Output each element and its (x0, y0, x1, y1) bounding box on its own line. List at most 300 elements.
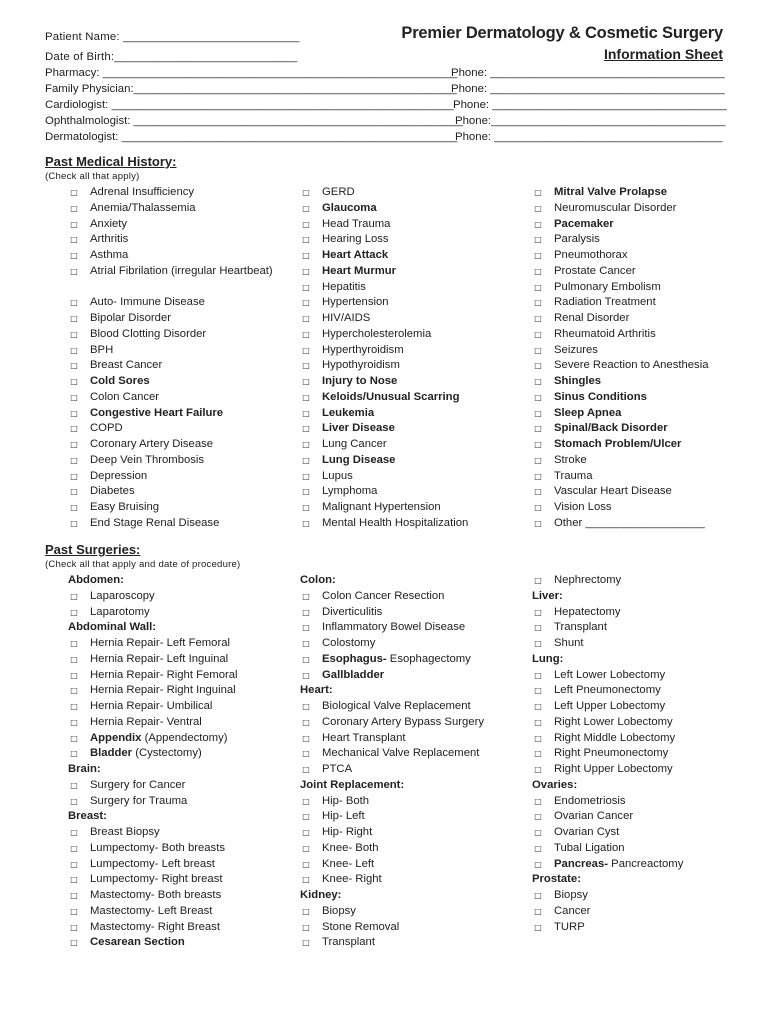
checklist-item-label: Mastectomy- Right Breast (90, 920, 220, 933)
checklist-item[interactable] (300, 699, 525, 715)
checklist-item-label: Lumpectomy- Right breast (90, 873, 223, 886)
checklist-item[interactable] (532, 217, 757, 233)
checklist-item[interactable] (68, 484, 293, 500)
checkbox-icon[interactable]: □ (70, 639, 78, 648)
checkbox-icon[interactable]: □ (70, 266, 78, 276)
checklist-item[interactable] (68, 888, 293, 904)
checklist-item[interactable] (68, 469, 293, 485)
checklist-item[interactable] (300, 920, 525, 936)
checkbox-icon[interactable]: □ (302, 408, 310, 418)
group-heading-joint-replacement: Joint Replacement: (300, 778, 405, 791)
checklist-item[interactable] (300, 715, 525, 731)
checkbox-icon[interactable]: □ (70, 329, 78, 339)
checklist-item[interactable] (68, 652, 293, 668)
checkbox-icon[interactable]: □ (70, 298, 78, 308)
checkbox-icon[interactable]: □ (70, 219, 78, 229)
checklist-item-label: Colon Cancer (90, 390, 160, 403)
checklist-item[interactable] (532, 232, 757, 248)
checkbox-icon[interactable]: □ (302, 733, 310, 743)
contact-line-2[interactable]: Family Physician:___________________________________________________ (45, 83, 457, 95)
checkbox-icon[interactable]: □ (534, 440, 542, 449)
checklist-item-label: Blood Clotting Disorder (90, 327, 207, 340)
checkbox-icon[interactable]: □ (534, 891, 542, 900)
checklist-item[interactable] (68, 264, 293, 296)
checklist-item[interactable] (68, 715, 293, 731)
checklist-item[interactable] (300, 358, 525, 374)
checkbox-icon[interactable]: □ (70, 654, 78, 664)
checkbox-icon[interactable]: □ (534, 733, 542, 743)
checklist-item[interactable] (68, 232, 293, 248)
checklist-item[interactable] (532, 857, 757, 873)
checklist-item[interactable] (300, 390, 525, 406)
checkbox-icon[interactable]: □ (70, 314, 78, 323)
checkbox-icon[interactable]: □ (70, 392, 78, 402)
checklist-item-label: Cancer (554, 904, 591, 917)
checklist-item[interactable] (532, 437, 757, 453)
checkbox-icon[interactable]: □ (534, 639, 542, 648)
patient-name-line[interactable] (45, 31, 300, 43)
checkbox-icon[interactable]: □ (534, 717, 542, 727)
checklist-item[interactable] (68, 311, 293, 327)
checkbox-icon[interactable]: □ (302, 765, 310, 774)
checkbox-icon[interactable]: □ (302, 298, 310, 308)
checkbox-icon[interactable]: □ (534, 251, 542, 260)
checkbox-icon[interactable]: □ (534, 796, 542, 806)
checklist-item[interactable] (300, 904, 525, 920)
checkbox-icon[interactable]: □ (534, 266, 542, 276)
checklist-item[interactable] (68, 589, 293, 605)
checklist-item[interactable] (68, 453, 293, 469)
checkbox-icon[interactable]: □ (70, 922, 78, 932)
checklist-item[interactable] (68, 201, 293, 217)
checklist-item[interactable] (532, 636, 757, 652)
checklist-item-label: Vascular Heart Disease (554, 485, 672, 498)
checkbox-icon[interactable]: □ (534, 298, 542, 308)
checklist-item[interactable] (532, 620, 757, 636)
contact-phone-1[interactable]: Phone: _____________________________________ (451, 67, 725, 79)
checkbox-icon[interactable]: □ (70, 875, 78, 885)
checklist-item-label: Lung Disease (322, 453, 396, 466)
checklist-item[interactable] (532, 390, 757, 406)
checklist-item-label: Seizures (554, 343, 598, 356)
checklist-item[interactable] (532, 358, 757, 374)
checkbox-icon[interactable]: □ (302, 235, 310, 245)
checkbox-icon[interactable]: □ (70, 503, 78, 512)
checkbox-icon[interactable]: □ (534, 487, 542, 497)
checklist-item-label: Ovarian Cancer (554, 810, 634, 823)
checkbox-icon[interactable]: □ (70, 906, 78, 916)
checkbox-icon[interactable]: □ (70, 235, 78, 245)
checklist-item[interactable] (532, 311, 757, 327)
checklist-item[interactable] (68, 390, 293, 406)
checklist-item[interactable] (300, 374, 525, 390)
checklist-item-label: Sinus Conditions (554, 390, 647, 403)
checkbox-icon[interactable]: □ (302, 487, 310, 497)
checkbox-icon[interactable]: □ (534, 345, 542, 355)
checkbox-icon[interactable]: □ (302, 654, 310, 664)
checkbox-icon[interactable]: □ (302, 251, 310, 260)
checklist-item[interactable] (532, 469, 757, 485)
checkbox-icon[interactable]: □ (302, 282, 310, 292)
checklist-item[interactable] (532, 904, 757, 920)
checklist-item[interactable] (68, 904, 293, 920)
checklist-item[interactable] (532, 683, 757, 699)
checklist-item-label: Trauma (554, 469, 593, 482)
checklist-item[interactable] (532, 421, 757, 437)
checkbox-icon[interactable]: □ (302, 188, 310, 197)
checkbox-icon[interactable]: □ (534, 314, 542, 323)
checkbox-icon[interactable]: □ (302, 392, 310, 402)
checkbox-icon[interactable]: □ (70, 891, 78, 900)
checklist-item-label: Anemia/Thalassemia (90, 201, 196, 214)
checkbox-icon[interactable]: □ (534, 607, 542, 617)
checklist-item-label: Right Middle Lobectomy (554, 731, 676, 744)
checklist-item[interactable] (532, 374, 757, 390)
checklist-item-label: Nephrectomy (554, 574, 622, 586)
checklist-item[interactable] (68, 295, 293, 311)
checklist-item[interactable] (300, 589, 525, 605)
checklist-item-label: Left Pneumonectomy (554, 684, 661, 697)
checklist-item[interactable] (300, 469, 525, 485)
checklist-item[interactable] (68, 841, 293, 857)
checklist-item-label: Hernia Repair- Umbilical (90, 700, 213, 712)
checkbox-icon[interactable]: □ (302, 702, 310, 711)
checklist-item-label: Vision Loss (554, 501, 612, 513)
checkbox-icon[interactable]: □ (534, 843, 542, 853)
checklist-item[interactable] (68, 778, 293, 794)
checkbox-icon[interactable]: □ (70, 607, 78, 617)
checklist-item-label: Lumpectomy- Left breast (90, 857, 215, 870)
checkbox-icon[interactable]: □ (534, 188, 542, 197)
checkbox-icon[interactable]: □ (302, 424, 310, 434)
checklist-item-label: Pacemaker (554, 217, 614, 230)
checkbox-icon[interactable]: □ (70, 686, 78, 696)
checklist-item[interactable] (300, 620, 525, 636)
checklist-item-label: TURP (554, 920, 585, 933)
checklist-item[interactable] (532, 825, 757, 841)
checkbox-icon[interactable]: □ (70, 471, 78, 481)
checklist-item[interactable] (300, 872, 525, 888)
checklist-item-label: Stone Removal (322, 920, 400, 933)
checkbox-icon[interactable]: □ (70, 733, 78, 743)
checklist-item[interactable] (68, 358, 293, 374)
checkbox-icon[interactable]: □ (70, 796, 78, 806)
checklist-item[interactable] (532, 699, 757, 715)
checklist-item[interactable] (532, 280, 757, 296)
checkbox-icon[interactable]: □ (534, 471, 542, 481)
checklist-item[interactable] (532, 500, 757, 516)
checklist-item[interactable] (68, 683, 293, 699)
checkbox-icon[interactable]: □ (534, 329, 542, 339)
checkbox-icon[interactable]: □ (534, 392, 542, 402)
checkbox-icon[interactable]: □ (534, 906, 542, 916)
checkbox-icon[interactable]: □ (534, 203, 542, 213)
surgeries-column-1 (68, 573, 293, 951)
checklist-item[interactable] (532, 715, 757, 731)
checkbox-icon[interactable]: □ (534, 812, 542, 822)
checkbox-icon[interactable]: □ (70, 670, 78, 680)
checklist-item[interactable] (532, 248, 757, 264)
checklist-item-label: Lung Cancer (322, 438, 387, 450)
checklist-item[interactable] (300, 232, 525, 248)
checklist-item-label: Knee- Left (322, 857, 375, 870)
checkbox-icon[interactable]: □ (302, 455, 310, 465)
checklist-item[interactable] (532, 295, 757, 311)
checklist-item[interactable] (68, 605, 293, 621)
checklist-item[interactable] (300, 406, 525, 422)
checkbox-icon[interactable]: □ (534, 518, 542, 528)
checklist-item[interactable] (532, 185, 757, 201)
checklist-item[interactable] (68, 746, 293, 762)
checkbox-icon[interactable]: □ (534, 377, 542, 386)
checkbox-icon[interactable]: □ (70, 717, 78, 727)
contact-phone-2[interactable]: Phone: _____________________________________ (451, 83, 725, 95)
checklist-item[interactable] (300, 500, 525, 516)
contact-line-1[interactable]: Pharmacy: ________________________________________________________ (45, 67, 458, 79)
checklist-item[interactable] (68, 327, 293, 343)
checkbox-icon[interactable]: □ (70, 780, 78, 790)
checklist-item[interactable] (532, 605, 757, 621)
checkbox-icon[interactable]: □ (70, 361, 78, 371)
checkbox-icon[interactable]: □ (302, 471, 310, 481)
checklist-item[interactable] (300, 668, 525, 684)
checklist-item-label: Rheumatoid Arthritis (554, 327, 656, 340)
checkbox-icon[interactable]: □ (534, 503, 542, 512)
checklist-item[interactable] (300, 516, 525, 532)
checkbox-icon[interactable]: □ (70, 203, 78, 213)
checklist-item[interactable] (300, 746, 525, 762)
contact-phone-3[interactable]: Phone: _____________________________________ (453, 99, 727, 111)
checkbox-icon[interactable]: □ (302, 203, 310, 213)
checkbox-icon[interactable]: □ (534, 765, 542, 774)
checkbox-icon[interactable]: □ (534, 859, 542, 869)
checklist-item[interactable] (68, 920, 293, 936)
checklist-item-label (554, 857, 757, 873)
checkbox-icon[interactable]: □ (534, 361, 542, 371)
checkbox-icon[interactable]: □ (534, 828, 542, 837)
checkbox-icon[interactable]: □ (302, 377, 310, 386)
checkbox-icon[interactable]: □ (302, 314, 310, 323)
checklist-item[interactable] (68, 668, 293, 684)
checkbox-icon[interactable]: □ (70, 843, 78, 853)
checkbox-icon[interactable]: □ (302, 639, 310, 648)
checkbox-icon[interactable]: □ (70, 188, 78, 197)
practice-title: Premier Dermatology & Cosmetic Surgery (401, 24, 723, 42)
checklist-item[interactable] (300, 327, 525, 343)
checklist-item[interactable] (532, 327, 757, 343)
checkbox-icon[interactable]: □ (302, 749, 310, 759)
checkbox-icon[interactable]: □ (70, 938, 78, 948)
checkbox-icon[interactable]: □ (302, 440, 310, 449)
checkbox-icon[interactable]: □ (70, 828, 78, 837)
checklist-item[interactable] (68, 872, 293, 888)
checkbox-icon[interactable]: □ (534, 576, 542, 585)
checklist-item[interactable] (300, 652, 525, 668)
checkbox-icon[interactable]: □ (70, 377, 78, 386)
checkbox-icon[interactable]: □ (302, 329, 310, 339)
checklist-item[interactable] (532, 794, 757, 810)
checklist-item[interactable] (68, 935, 293, 951)
checkbox-icon[interactable]: □ (302, 922, 310, 932)
checklist-item[interactable] (300, 280, 525, 296)
checkbox-icon[interactable]: □ (534, 686, 542, 696)
checkbox-icon[interactable]: □ (70, 345, 78, 355)
checkbox-icon[interactable]: □ (534, 235, 542, 245)
checklist-item[interactable] (532, 762, 757, 778)
checkbox-icon[interactable]: □ (534, 455, 542, 465)
checklist-item[interactable] (68, 421, 293, 437)
checklist-item[interactable] (532, 484, 757, 500)
checklist-item[interactable] (532, 731, 757, 747)
contact-line-3[interactable]: Cardiologist: ______________________________________________________ (45, 99, 454, 111)
checklist-item[interactable] (532, 343, 757, 359)
checkbox-icon[interactable]: □ (302, 938, 310, 948)
checklist-item[interactable] (532, 516, 757, 532)
checklist-item[interactable] (532, 920, 757, 936)
contact-phone-5[interactable]: Phone: ____________________________________ (455, 131, 723, 143)
checklist-item[interactable] (68, 731, 293, 747)
checkbox-icon[interactable]: □ (70, 749, 78, 759)
checklist-item[interactable] (300, 825, 525, 841)
checklist-item[interactable] (68, 248, 293, 264)
checkbox-icon[interactable]: □ (70, 702, 78, 711)
checkbox-icon[interactable]: □ (302, 518, 310, 528)
checkbox-icon[interactable]: □ (302, 859, 310, 869)
checklist-item[interactable] (300, 421, 525, 437)
checklist-item-label: Asthma (90, 249, 129, 261)
checkbox-icon[interactable]: □ (302, 266, 310, 276)
checkbox-icon[interactable]: □ (534, 408, 542, 418)
checkbox-icon[interactable]: □ (70, 591, 78, 601)
checklist-item[interactable] (68, 406, 293, 422)
checklist-item[interactable] (300, 453, 525, 469)
checkbox-icon[interactable]: □ (302, 875, 310, 885)
checklist-item[interactable] (300, 762, 525, 778)
checkbox-icon[interactable]: □ (534, 670, 542, 680)
checkbox-icon[interactable]: □ (302, 503, 310, 512)
checklist-item[interactable] (300, 295, 525, 311)
checkbox-icon[interactable]: □ (534, 219, 542, 229)
checklist-item[interactable] (300, 841, 525, 857)
checkbox-icon[interactable]: □ (70, 408, 78, 418)
checkbox-icon[interactable]: □ (302, 623, 310, 633)
checkbox-icon[interactable]: □ (534, 922, 542, 932)
checkbox-icon[interactable]: □ (534, 282, 542, 292)
checklist-item[interactable] (532, 841, 757, 857)
checklist-item[interactable] (68, 825, 293, 841)
checklist-item[interactable] (68, 185, 293, 201)
checklist-item-bold-prefix: Bladder (90, 747, 133, 760)
checklist-item-bold-prefix: Appendix (90, 731, 142, 744)
checklist-item-label: Transplant (322, 936, 375, 949)
checkbox-icon[interactable]: □ (70, 440, 78, 449)
checkbox-icon[interactable]: □ (302, 670, 310, 680)
checkbox-icon[interactable]: □ (534, 623, 542, 633)
checkbox-icon[interactable]: □ (70, 487, 78, 497)
checklist-item[interactable] (68, 343, 293, 359)
checklist-item-label: Mastectomy- Both breasts (90, 889, 222, 901)
checkbox-icon[interactable]: □ (302, 345, 310, 355)
checklist-item-label: Diverticulitis (322, 605, 383, 618)
contact-line-5[interactable]: Dermatologist: _____________________________________________________ (45, 131, 458, 143)
checklist-item[interactable] (532, 746, 757, 762)
checkbox-icon[interactable]: □ (302, 219, 310, 229)
checklist-item[interactable] (68, 636, 293, 652)
checklist-item-label: Head Trauma (322, 217, 391, 230)
checklist-item-label: Glaucoma (322, 201, 377, 214)
checklist-item[interactable] (532, 406, 757, 422)
checkbox-icon[interactable]: □ (70, 424, 78, 434)
checklist-item[interactable] (532, 573, 757, 589)
checkbox-icon[interactable]: □ (302, 812, 310, 822)
group-heading-ovaries: Ovaries: (532, 778, 578, 791)
checklist-item[interactable] (300, 484, 525, 500)
checklist-item[interactable] (300, 185, 525, 201)
contact-line-4[interactable]: Ophthalmologist: ____________________________________________________ (45, 115, 464, 127)
checklist-item-label: Hip- Left (322, 810, 365, 823)
checklist-item[interactable] (532, 453, 757, 469)
checklist-item[interactable] (532, 201, 757, 217)
checklist-item[interactable] (300, 857, 525, 873)
checklist-item[interactable] (68, 857, 293, 873)
checklist-item[interactable] (300, 264, 525, 280)
checkbox-icon[interactable]: □ (534, 424, 542, 434)
checkbox-icon[interactable]: □ (70, 859, 78, 869)
checklist-item[interactable] (300, 731, 525, 747)
checklist-item[interactable] (68, 437, 293, 453)
checklist-item[interactable] (68, 699, 293, 715)
checklist-item[interactable] (300, 343, 525, 359)
checklist-item[interactable] (68, 217, 293, 233)
checkbox-icon[interactable]: □ (302, 717, 310, 727)
checkbox-icon[interactable]: □ (302, 361, 310, 371)
checkbox-icon[interactable]: □ (70, 251, 78, 260)
checklist-item[interactable] (532, 888, 757, 904)
checklist-item[interactable] (68, 516, 293, 532)
checklist-item[interactable] (300, 201, 525, 217)
checklist-item[interactable] (68, 794, 293, 810)
checklist-item[interactable] (300, 311, 525, 327)
checkbox-icon[interactable]: □ (302, 843, 310, 853)
contact-phone-4[interactable]: Phone:_____________________________________ (455, 115, 726, 127)
checklist-item[interactable] (300, 217, 525, 233)
checklist-item[interactable] (532, 668, 757, 684)
checkbox-icon[interactable]: □ (302, 591, 310, 601)
checkbox-icon[interactable]: □ (302, 607, 310, 617)
checkbox-icon[interactable]: □ (70, 518, 78, 528)
checkbox-icon[interactable]: □ (534, 749, 542, 759)
checkbox-icon[interactable]: □ (302, 906, 310, 916)
group-heading-heart: Heart: (300, 684, 333, 697)
checkbox-icon[interactable]: □ (302, 828, 310, 837)
checklist-item[interactable] (300, 636, 525, 652)
checklist-item[interactable] (300, 437, 525, 453)
date-of-birth-line[interactable] (45, 51, 297, 63)
checklist-item[interactable] (532, 264, 757, 280)
checkbox-icon[interactable]: □ (70, 455, 78, 465)
checklist-item[interactable] (300, 248, 525, 264)
checklist-item[interactable] (300, 605, 525, 621)
checkbox-icon[interactable]: □ (534, 702, 542, 711)
checklist-item[interactable] (68, 500, 293, 516)
checklist-item[interactable] (300, 794, 525, 810)
checklist-item[interactable] (68, 374, 293, 390)
checkbox-icon[interactable]: □ (302, 796, 310, 806)
checklist-item-label: Spinal/Back Disorder (554, 422, 668, 435)
checklist-item[interactable] (300, 935, 525, 951)
checklist-item[interactable] (532, 809, 757, 825)
checklist-item[interactable] (300, 809, 525, 825)
